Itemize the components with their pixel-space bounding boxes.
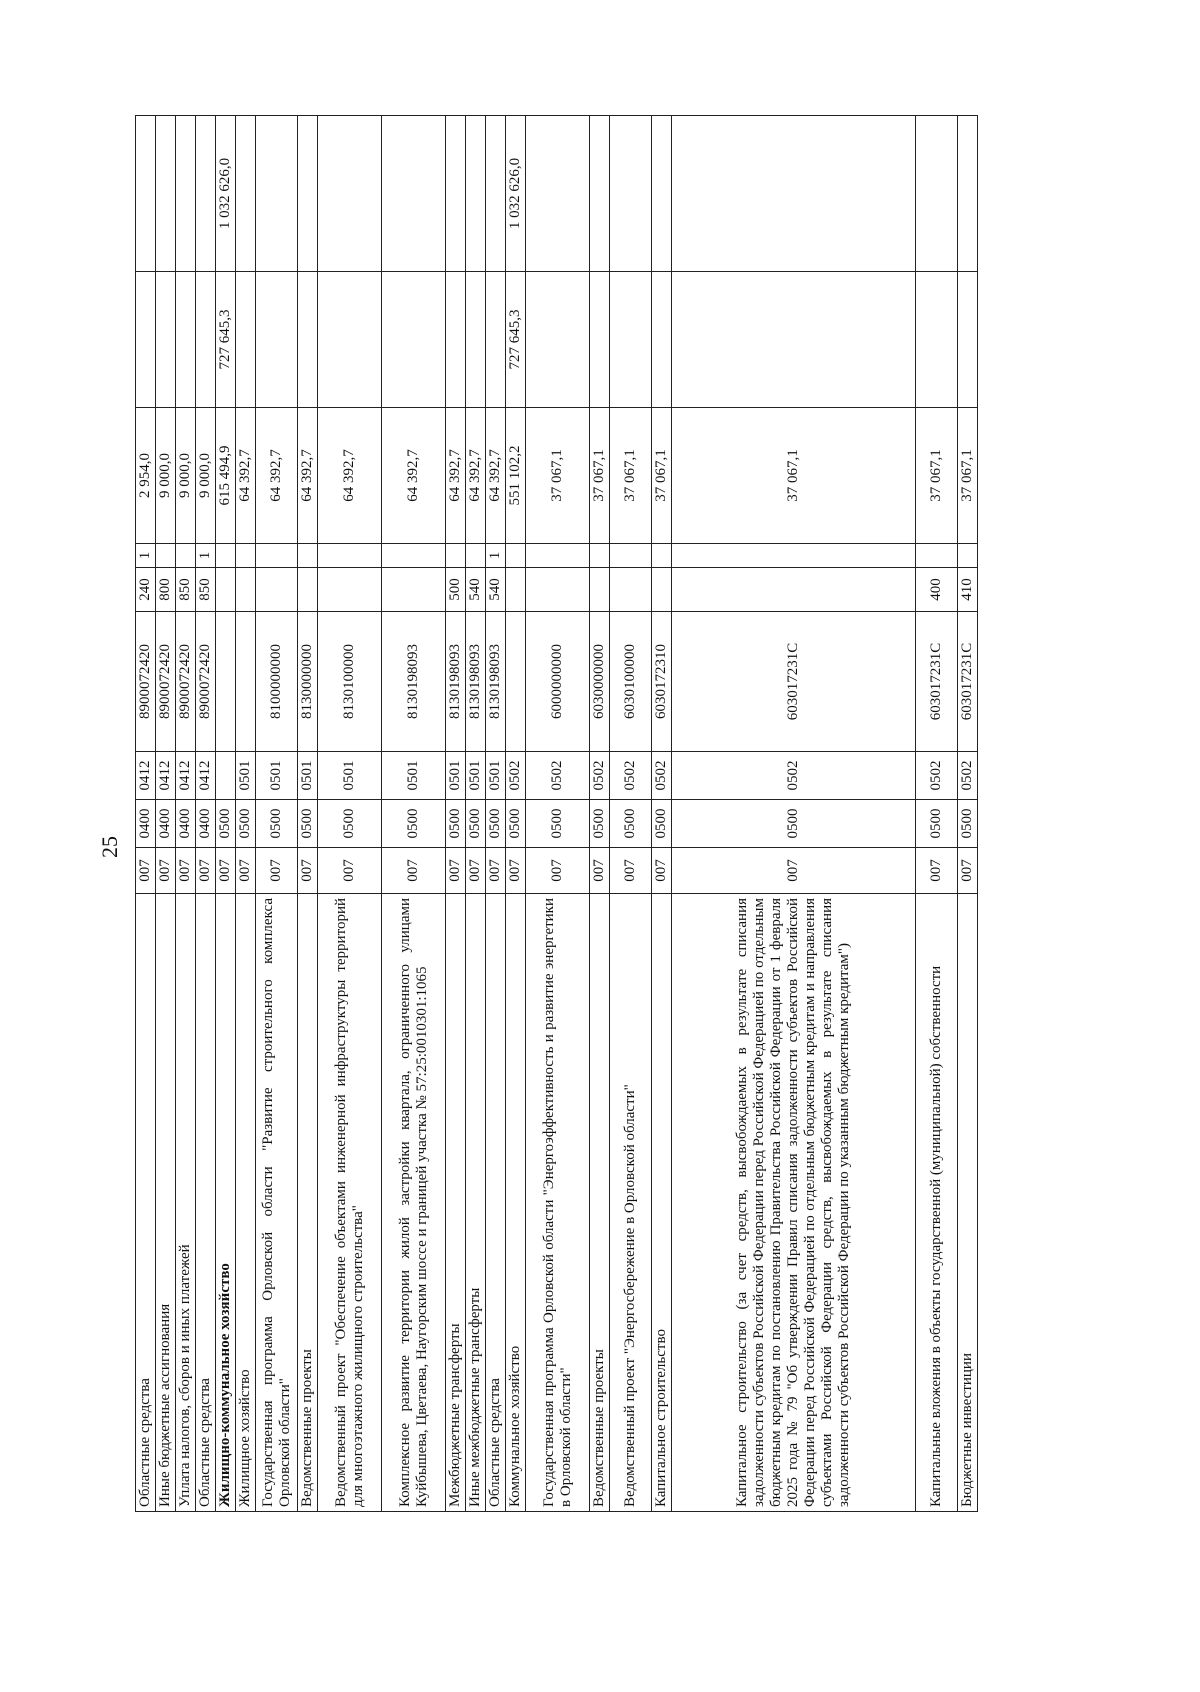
cell-sum-2 [446, 272, 466, 408]
cell-target-article: 6030100000 [610, 612, 652, 752]
cell-sum-3: 1 032 626,0 [506, 116, 526, 272]
cell-target-article: 8130198093 [446, 612, 466, 752]
cell-sum-2 [156, 272, 176, 408]
cell-grbs: 007 [652, 848, 672, 894]
cell-grbs: 007 [916, 848, 958, 894]
cell-subsection: 0501 [486, 752, 506, 800]
cell-section: 0500 [216, 800, 236, 848]
cell-sum-3 [486, 116, 506, 272]
cell-mark: 1 [196, 544, 216, 568]
cell-grbs: 007 [298, 848, 318, 894]
cell-name: Областные средства [196, 894, 216, 1512]
cell-sum-3 [196, 116, 216, 272]
cell-target-article: 8900072420 [176, 612, 196, 752]
cell-name: Жилищно-коммунальное хозяйство [216, 894, 236, 1512]
cell-expense-type [256, 568, 298, 612]
cell-section: 0500 [672, 800, 916, 848]
cell-target-article: 8130100000 [318, 612, 382, 752]
cell-section: 0400 [136, 800, 156, 848]
cell-subsection: 0501 [446, 752, 466, 800]
cell-sum-2 [256, 272, 298, 408]
cell-name: Иные бюджетные ассигнования [156, 894, 176, 1512]
cell-sum-3 [236, 116, 256, 272]
cell-target-article: 8900072420 [196, 612, 216, 752]
cell-expense-type: 540 [486, 568, 506, 612]
cell-section: 0400 [156, 800, 176, 848]
cell-subsection: 0502 [958, 752, 978, 800]
cell-mark [298, 544, 318, 568]
cell-sum-3: 1 032 626,0 [216, 116, 236, 272]
cell-sum-3 [298, 116, 318, 272]
table-row [916, 116, 958, 1512]
table-row [958, 116, 978, 1512]
cell-sum-2 [318, 272, 382, 408]
cell-sum-3 [156, 116, 176, 272]
cell-sum-3 [318, 116, 382, 272]
cell-grbs: 007 [590, 848, 610, 894]
cell-sum-1: 64 392,7 [466, 408, 486, 544]
cell-grbs: 007 [216, 848, 236, 894]
cell-name: Межбюджетные трансферты [446, 894, 466, 1512]
cell-section: 0400 [196, 800, 216, 848]
cell-sum-2: 727 645,3 [506, 272, 526, 408]
cell-target-article: 603017231С [958, 612, 978, 752]
cell-target-article: 8130198093 [486, 612, 506, 752]
cell-target-article: 8130198093 [382, 612, 446, 752]
cell-mark [318, 544, 382, 568]
cell-subsection: 0502 [916, 752, 958, 800]
cell-grbs: 007 [236, 848, 256, 894]
cell-name: Капитальные вложения в объекты государственной (муниципальной) собственности [916, 894, 958, 1512]
cell-grbs: 007 [610, 848, 652, 894]
table-row [466, 116, 486, 1512]
cell-sum-1: 2 954,0 [136, 408, 156, 544]
cell-target-article: 6030000000 [590, 612, 610, 752]
cell-name: Ведомственный проект "Обеспечение объектами инженерной инфраструктуры территорий для многоэтажного жилищного строительства" [318, 894, 382, 1512]
cell-section: 0500 [526, 800, 590, 848]
cell-sum-2 [610, 272, 652, 408]
table-body [136, 116, 978, 1512]
cell-target-article: 8130198093 [466, 612, 486, 752]
cell-subsection: 0502 [506, 752, 526, 800]
cell-subsection: 0502 [526, 752, 590, 800]
cell-sum-1: 64 392,7 [298, 408, 318, 544]
cell-subsection: 0501 [298, 752, 318, 800]
cell-section: 0400 [176, 800, 196, 848]
cell-mark [958, 544, 978, 568]
cell-sum-1: 9 000,0 [176, 408, 196, 544]
cell-expense-type: 400 [916, 568, 958, 612]
cell-name: Иные межбюджетные трансферты [466, 894, 486, 1512]
cell-name: Областные средства [136, 894, 156, 1512]
cell-subsection: 0502 [672, 752, 916, 800]
cell-name: Комплексное развитие территории жилой застройки квартала, ограниченного улицами Куйбышева, Цветаева, Наугорским шоссе и границей участка № 57:25:0010301:1065 [382, 894, 446, 1512]
cell-target-article [216, 612, 236, 752]
cell-sum-2 [298, 272, 318, 408]
cell-grbs: 007 [382, 848, 446, 894]
cell-mark [256, 544, 298, 568]
cell-subsection [216, 752, 236, 800]
cell-section: 0500 [236, 800, 256, 848]
cell-expense-type: 850 [176, 568, 196, 612]
cell-expense-type [318, 568, 382, 612]
cell-mark [216, 544, 236, 568]
cell-mark [466, 544, 486, 568]
cell-expense-type [590, 568, 610, 612]
cell-expense-type [672, 568, 916, 612]
cell-sum-1: 64 392,7 [486, 408, 506, 544]
cell-sum-2 [526, 272, 590, 408]
cell-sum-2 [196, 272, 216, 408]
cell-grbs: 007 [196, 848, 216, 894]
cell-sum-3 [136, 116, 156, 272]
cell-grbs: 007 [958, 848, 978, 894]
cell-section: 0500 [446, 800, 466, 848]
cell-sum-3 [446, 116, 466, 272]
cell-sum-1: 64 392,7 [256, 408, 298, 544]
cell-mark [506, 544, 526, 568]
cell-name: Областные средства [486, 894, 506, 1512]
cell-name: Ведомственный проект "Энергосбережение в Орловской области" [610, 894, 652, 1512]
table-row [196, 116, 216, 1512]
cell-sum-2 [176, 272, 196, 408]
table-row [216, 116, 236, 1512]
cell-expense-type: 540 [466, 568, 486, 612]
table-row [156, 116, 176, 1512]
cell-sum-3 [610, 116, 652, 272]
cell-sum-1: 64 392,7 [446, 408, 466, 544]
cell-name: Государственная программа Орловской области "Развитие строительного комплекса Орловской области" [256, 894, 298, 1512]
cell-subsection: 0501 [318, 752, 382, 800]
cell-mark [672, 544, 916, 568]
table-row [298, 116, 318, 1512]
cell-expense-type: 500 [446, 568, 466, 612]
cell-sum-3 [652, 116, 672, 272]
table-row [610, 116, 652, 1512]
cell-target-article: 603017231С [916, 612, 958, 752]
cell-sum-1: 9 000,0 [156, 408, 176, 544]
cell-sum-3 [466, 116, 486, 272]
cell-target-article: 8100000000 [256, 612, 298, 752]
cell-mark [916, 544, 958, 568]
cell-target-article: 8900072420 [136, 612, 156, 752]
cell-sum-1: 37 067,1 [652, 408, 672, 544]
cell-sum-2 [382, 272, 446, 408]
cell-name: Капитальное строительство (за счет средств, высвобождаемых в результате списания задолженности субъектов Российской Федерации перед Российской Федерацией по отдельным бюджетным кредитам по постановлению Правительства Российской Федерации от 1 февраля 2025 года № 79 "Об утверждении Правил списания задолженности субъектов Российской Федерации перед Российской Федерацией по отдельным бюджетным кредитам и направления субъектами Российской Федерации средств, высвобождаемых в результате списания задолженности субъектов Российской Федерации по указанным бюджетным кредитам") [672, 894, 916, 1512]
cell-expense-type: 800 [156, 568, 176, 612]
cell-section: 0500 [318, 800, 382, 848]
cell-grbs: 007 [672, 848, 916, 894]
table-row [136, 116, 156, 1512]
cell-subsection: 0412 [136, 752, 156, 800]
cell-target-article [506, 612, 526, 752]
cell-sum-2 [958, 272, 978, 408]
cell-sum-3 [958, 116, 978, 272]
table-row [176, 116, 196, 1512]
cell-grbs: 007 [466, 848, 486, 894]
cell-target-article: 6030172310 [652, 612, 672, 752]
cell-subsection: 0412 [176, 752, 196, 800]
cell-grbs: 007 [256, 848, 298, 894]
cell-target-article [236, 612, 256, 752]
cell-subsection: 0412 [196, 752, 216, 800]
cell-expense-type [610, 568, 652, 612]
cell-mark [236, 544, 256, 568]
cell-sum-2 [590, 272, 610, 408]
cell-mark [590, 544, 610, 568]
cell-section: 0500 [298, 800, 318, 848]
cell-sum-2 [916, 272, 958, 408]
table-row [652, 116, 672, 1512]
cell-sum-2 [486, 272, 506, 408]
cell-expense-type: 850 [196, 568, 216, 612]
cell-sum-1: 64 392,7 [318, 408, 382, 544]
cell-sum-1: 9 000,0 [196, 408, 216, 544]
page-number: 25 [97, 836, 122, 858]
cell-mark [156, 544, 176, 568]
cell-sum-1: 37 067,1 [916, 408, 958, 544]
cell-sum-1: 64 392,7 [382, 408, 446, 544]
cell-mark [176, 544, 196, 568]
table-row [318, 116, 382, 1512]
cell-subsection: 0501 [256, 752, 298, 800]
table-row [672, 116, 916, 1512]
cell-name: Государственная программа Орловской области "Энергоэффективность и развитие энергетики в Орловской области" [526, 894, 590, 1512]
cell-grbs: 007 [156, 848, 176, 894]
cell-sum-3 [256, 116, 298, 272]
table-row [526, 116, 590, 1512]
cell-sum-3 [382, 116, 446, 272]
cell-expense-type [298, 568, 318, 612]
cell-grbs: 007 [318, 848, 382, 894]
cell-name: Коммунальное хозяйство [506, 894, 526, 1512]
cell-section: 0500 [466, 800, 486, 848]
table-row [590, 116, 610, 1512]
cell-mark: 1 [486, 544, 506, 568]
cell-sum-3 [176, 116, 196, 272]
cell-subsection: 0501 [466, 752, 486, 800]
cell-grbs: 007 [176, 848, 196, 894]
cell-target-article: 6000000000 [526, 612, 590, 752]
cell-grbs: 007 [526, 848, 590, 894]
cell-expense-type [216, 568, 236, 612]
cell-sum-1: 37 067,1 [958, 408, 978, 544]
cell-name: Жилищное хозяйство [236, 894, 256, 1512]
cell-name: Уплата налогов, сборов и иных платежей [176, 894, 196, 1512]
cell-subsection: 0502 [610, 752, 652, 800]
cell-sum-2 [652, 272, 672, 408]
cell-section: 0500 [610, 800, 652, 848]
cell-subsection: 0501 [236, 752, 256, 800]
cell-expense-type [506, 568, 526, 612]
cell-sum-1: 37 067,1 [590, 408, 610, 544]
cell-section: 0500 [590, 800, 610, 848]
cell-grbs: 007 [446, 848, 466, 894]
budget-table [135, 115, 978, 1512]
cell-sum-2: 727 645,3 [216, 272, 236, 408]
cell-target-article: 8900072420 [156, 612, 176, 752]
cell-mark [526, 544, 590, 568]
table-row [256, 116, 298, 1512]
table-row [446, 116, 466, 1512]
cell-grbs: 007 [506, 848, 526, 894]
rotated-table-wrapper [135, 116, 1080, 1512]
cell-section: 0500 [958, 800, 978, 848]
cell-sum-1: 37 067,1 [610, 408, 652, 544]
cell-mark [610, 544, 652, 568]
cell-name: Ведомственные проекты [590, 894, 610, 1512]
cell-target-article: 603017231С [672, 612, 916, 752]
cell-section: 0500 [382, 800, 446, 848]
cell-sum-3 [916, 116, 958, 272]
cell-sum-3 [672, 116, 916, 272]
cell-target-article: 8130000000 [298, 612, 318, 752]
cell-sum-3 [526, 116, 590, 272]
cell-mark [382, 544, 446, 568]
cell-expense-type [526, 568, 590, 612]
cell-sum-3 [590, 116, 610, 272]
cell-section: 0500 [506, 800, 526, 848]
cell-expense-type: 240 [136, 568, 156, 612]
cell-sum-1: 37 067,1 [526, 408, 590, 544]
table-row [486, 116, 506, 1512]
cell-sum-1: 64 392,7 [236, 408, 256, 544]
cell-section: 0500 [916, 800, 958, 848]
cell-sum-2 [236, 272, 256, 408]
cell-subsection: 0501 [382, 752, 446, 800]
cell-name: Бюджетные инвестиции [958, 894, 978, 1512]
cell-subsection: 0502 [652, 752, 672, 800]
cell-section: 0500 [652, 800, 672, 848]
cell-sum-2 [466, 272, 486, 408]
cell-name: Ведомственные проекты [298, 894, 318, 1512]
cell-expense-type [652, 568, 672, 612]
cell-sum-1: 37 067,1 [672, 408, 916, 544]
cell-mark [446, 544, 466, 568]
cell-grbs: 007 [136, 848, 156, 894]
table-row [236, 116, 256, 1512]
cell-section: 0500 [256, 800, 298, 848]
table-row [382, 116, 446, 1512]
table-row [506, 116, 526, 1512]
cell-expense-type [382, 568, 446, 612]
cell-sum-1: 551 102,2 [506, 408, 526, 544]
cell-mark: 1 [136, 544, 156, 568]
cell-name: Капитальное строительство [652, 894, 672, 1512]
cell-sum-2 [672, 272, 916, 408]
cell-subsection: 0502 [590, 752, 610, 800]
cell-expense-type [236, 568, 256, 612]
cell-subsection: 0412 [156, 752, 176, 800]
cell-mark [652, 544, 672, 568]
cell-grbs: 007 [486, 848, 506, 894]
cell-section: 0500 [486, 800, 506, 848]
cell-sum-1: 615 494,9 [216, 408, 236, 544]
cell-expense-type: 410 [958, 568, 978, 612]
cell-sum-2 [136, 272, 156, 408]
